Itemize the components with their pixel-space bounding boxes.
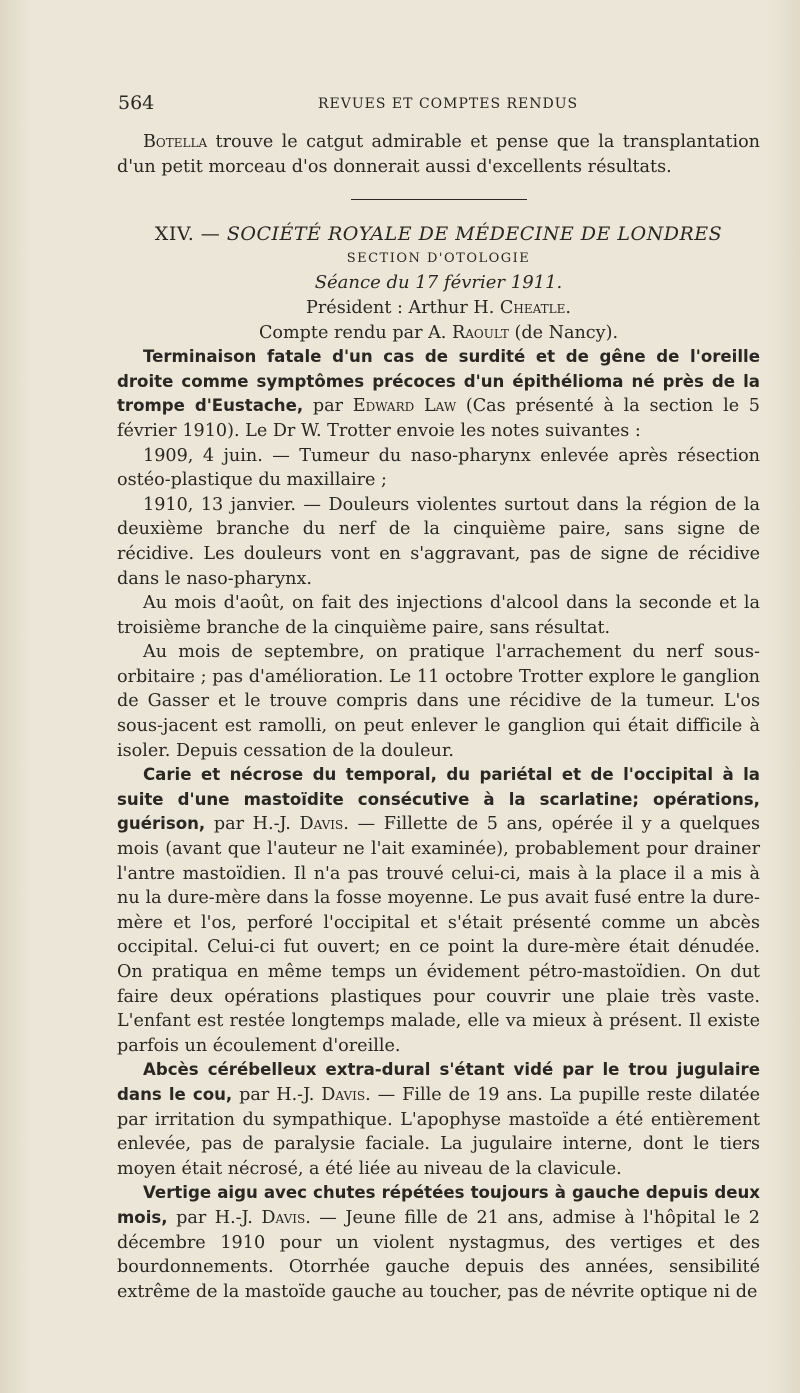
report-suffix: (de Nancy). — [514, 322, 619, 343]
article-2-title: Carie et nécrose du temporal, du pariétal et de l'occipital à la suite d'une mastoïdite consécutive à la scarlatine; opérations, guérison, — [117, 765, 760, 834]
article-4-author: Davis. — [261, 1207, 311, 1228]
article-1-para-5: Au mois de septembre, on pratique l'arrachement du nerf sous-orbitaire ; pas d'amélioration. Le 11 octobre Trotter explore le ganglion de Gasser et le trouve compris dans une récidive de la tumeur. L'os sous-jacent est ramolli, on peut enlever le ganglion qui était difficile à isoler. Depuis cessation de la douleur. — [117, 642, 760, 761]
article-1-author: Edward Law — [352, 396, 457, 417]
intro-author: Botella — [143, 132, 208, 152]
page-number: 564 — [118, 92, 155, 114]
article-2 — [117, 763, 760, 1058]
subsection-heading: SECTION D'OTOLOGIE — [346, 250, 531, 266]
intro-text: trouve le catgut admirable et pense que la transplantation d'un petit morceau d'os donnerait aussi d'excellents résultats. — [117, 132, 760, 177]
page-body — [117, 130, 760, 1304]
president-name: Cheatle. — [499, 297, 571, 318]
article-3-text: — Fille de 19 ans. La pupille reste dilatée par irritation du sympathique. L'apophyse mastoïde a été entièrement enlevée, pas de paralysie faciale. La jugulaire interne, dont le tiers moyen était nécrosé, a été liée au niveau de la clavicule. — [117, 1084, 760, 1179]
section-divider — [351, 199, 527, 200]
article-1-para-4: Au mois d'août, on fait des injections d'alcool dans la seconde et la troisième branche de la cinquième paire, sans résultat. — [117, 593, 760, 638]
article-1-by: par — [312, 396, 344, 417]
president-line — [117, 296, 760, 321]
article-1-text: (Cas présenté à la section le 5 février 1910). Le Dr W. Trotter envoie les notes suivantes : — [117, 396, 760, 441]
article-4 — [117, 1181, 760, 1304]
article-3-title: Abcès cérébelleux extra-dural s'étant vidé par le trou jugulaire dans le cou, — [117, 1060, 760, 1104]
article-2-text: — Fillette de 5 ans, opérée il y a quelques mois (avant que l'auteur ne l'ait examinée), probablement pour drainer l'antre mastoïdien. Il n'a pas trouvé celui-ci, mais à la place il a mis à nu la dure-mère dans la fosse moyenne. Le pus avait fusé entre la dure-mère et l'os, perforé l'occipital et s'était présenté comme un abcès occipital. Celui-ci fut ouvert; en ce point la dure-mère était dénudée. On pratiqua en même temps un évidement pétro-mastoïdien. On dut faire deux opérations plastiques pour couvrir une plaie très vaste. L'enfant est restée longtemps malade, elle va mieux à présent. Il existe parfois un écoulement d'oreille. — [117, 814, 761, 1056]
article-2-author: Davis. — [299, 814, 349, 835]
article-1-para-3: 1910, 13 janvier. — Douleurs violentes surtout dans la région de la deuxième branche du nerf de la cinquième paire, sans signe de récidive. Les douleurs vont en s'aggravant, pas de signe de récidive dans le naso-pharynx. — [117, 494, 760, 589]
article-4-title: Vertige aigu avec chutes répétées toujours à gauche depuis deux mois, — [117, 1183, 760, 1227]
article-4-by: par H.-J. — [176, 1207, 253, 1228]
article-3-author: Davis. — [321, 1084, 371, 1105]
article-1-para-2: 1909, 4 juin. — Tumeur du naso-pharynx enlevée après résection ostéo-plastique du maxillaire ; — [117, 445, 760, 491]
article-2-by: par H.-J. — [213, 814, 291, 835]
article-1 — [117, 345, 760, 443]
article-3-by: par H.-J. — [239, 1084, 315, 1105]
section-heading — [117, 222, 760, 247]
page-header — [118, 92, 760, 116]
report-line — [117, 321, 760, 346]
president-label: Président : Arthur H. — [306, 297, 495, 318]
section-number: XIV. — — [154, 223, 221, 246]
intro-paragraph — [117, 130, 760, 179]
report-label: Compte rendu par A. — [258, 322, 447, 343]
article-4-text: — Jeune fille de 21 ans, admise à l'hôpital le 2 décembre 1910 pour un violent nystagmus, des vertiges et des bourdonnements. Otorrhée gauche depuis des années, sensibilité extrême de la mastoïde gauche au toucher, pas de névrite optique ni de — [117, 1207, 760, 1302]
running-title: REVUES ET COMPTES RENDUS — [318, 96, 579, 112]
article-1-title: Terminaison fatale d'un cas de surdité et de gêne de l'oreille droite comme symptômes précoces d'un épithélioma né près de la trompe d'Eustache, — [117, 347, 760, 416]
article-3 — [117, 1058, 760, 1181]
session-date: Séance du 17 février 1911. — [314, 272, 563, 294]
report-name: Raoult — [452, 322, 509, 343]
section-title: SOCIÉTÉ ROYALE DE MÉDECINE DE LONDRES — [226, 223, 723, 246]
